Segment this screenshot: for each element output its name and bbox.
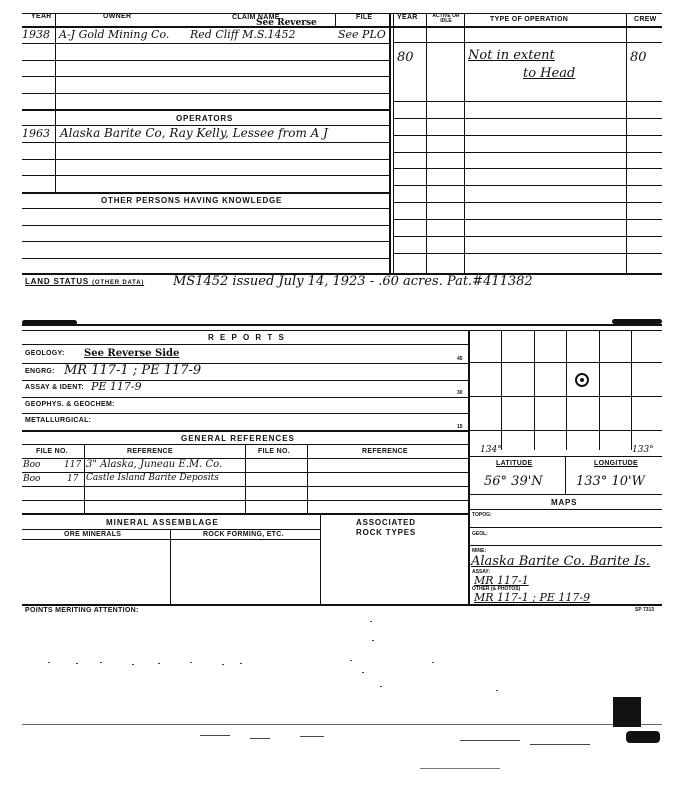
engrg-value: MR 117-1 ; PE 117-9	[64, 363, 202, 378]
owner-name: A-J Gold Mining Co.	[59, 28, 170, 41]
gr-row-file: Boo	[23, 474, 41, 484]
maps-label: MAPS	[551, 498, 578, 507]
general-references-title: GENERAL REFERENCES	[181, 434, 295, 443]
location-marker-dot	[580, 378, 584, 382]
ore-minerals-label: ORE MINERALS	[64, 531, 122, 538]
operators-label: OPERATORS	[176, 114, 234, 123]
assay-map-value: MR 117-1	[474, 574, 529, 587]
operation-type-line2: to Head	[523, 66, 576, 81]
gr-row-reference: Castle Island Barite Deposits	[86, 473, 219, 483]
longitude-value: 133° 10'W	[576, 474, 645, 489]
assay-value: PE 117-9	[91, 380, 142, 393]
assay-label: ASSAY & IDENT:	[25, 384, 85, 391]
owner-year: 1938	[22, 28, 50, 41]
geology-value: See Reverse Side	[84, 348, 180, 359]
header-crew: CREW	[634, 16, 657, 23]
margin-number-45: 45	[457, 356, 463, 362]
form-number: SP 7313	[635, 607, 655, 613]
other-persons-label: OTHER PERSONS HAVING KNOWLEDGE	[101, 196, 283, 205]
header-owner: OWNER	[103, 13, 132, 20]
gr-row-file: Boo	[23, 460, 41, 470]
scan-blot	[613, 697, 641, 727]
rock-types-label: ROCK TYPES	[356, 528, 417, 537]
land-status-title: LAND STATUS	[25, 277, 90, 286]
latitude-label: LATITUDE	[496, 460, 533, 467]
header-year: YEAR	[31, 13, 52, 20]
gr-header-file-2: FILE NO.	[258, 448, 290, 455]
operation-crew: 80	[630, 50, 647, 65]
land-status-sublabel: (OTHER DATA)	[92, 280, 145, 286]
topog-label: TOPOG:	[472, 512, 492, 518]
header-file: FILE	[356, 14, 373, 21]
reports-title: R E P O R T S	[208, 333, 286, 342]
mine-value: Alaska Barite Co. Barite Is.	[471, 554, 650, 569]
metallurgical-label: METALLURGICAL:	[25, 417, 92, 424]
land-status-label	[25, 277, 144, 286]
owner-file: See PLO	[338, 28, 386, 41]
geophys-label: GEOPHYS. & GEOCHEM:	[25, 401, 115, 408]
other-photos-label: OTHER (& PHOTOS)	[472, 586, 521, 592]
header-active-or-idle: ACTIVE OR IDLE	[432, 13, 460, 24]
other-photos-value: MR 117-1 ; PE 117-9	[474, 591, 591, 604]
margin-number-30: 30	[457, 390, 463, 396]
engrg-label: ENGRG:	[25, 368, 55, 375]
gr-header-reference-2: REFERENCE	[362, 448, 408, 455]
rock-forming-label: ROCK FORMING, ETC.	[203, 531, 284, 538]
operation-type-line1: Not in extent	[468, 48, 555, 63]
geology-label: GEOLOGY:	[25, 350, 65, 357]
geol-label: GEOL:	[472, 531, 488, 537]
associated-label: ASSOCIATED	[356, 518, 416, 527]
map-corner-left: 134°	[480, 445, 502, 455]
see-reverse-overlay: See Reverse	[256, 18, 317, 28]
operators-text: Alaska Barite Co, Ray Kelly, Lessee from A J	[60, 126, 328, 140]
latitude-value: 56° 39'N	[484, 474, 543, 489]
gr-row-num: 17	[67, 474, 79, 484]
header-claim-name: CLAIM NAME	[232, 14, 280, 21]
gr-row-num: 117	[64, 460, 82, 470]
mine-label: MINE:	[472, 548, 487, 554]
mineral-assemblage-title: MINERAL ASSEMBLAGE	[106, 518, 219, 527]
gr-header-file-1: FILE NO.	[36, 448, 68, 455]
points-label: POINTS MERITING ATTENTION:	[25, 607, 139, 614]
land-status-text: MS1452 issued July 14, 1923 - .60 acres. Pat.#411382	[173, 274, 533, 289]
header-year-2: YEAR	[397, 14, 418, 21]
header-type-of-operation: TYPE OF OPERATION	[490, 16, 569, 23]
scan-blot-2	[626, 731, 660, 743]
operators-year: 1963	[22, 127, 50, 140]
margin-number-15: 15	[457, 424, 463, 430]
longitude-label: LONGITUDE	[594, 460, 638, 467]
gr-header-reference-1: REFERENCE	[127, 448, 173, 455]
operation-year: 80	[397, 50, 414, 65]
map-corner-right: 133°	[632, 445, 654, 455]
gr-row-reference: 3" Alaska, Juneau E.M. Co.	[86, 459, 223, 470]
owner-claim: Red Cliff M.S.1452	[190, 28, 296, 41]
assay-map-label: ASSAY:	[472, 569, 491, 575]
